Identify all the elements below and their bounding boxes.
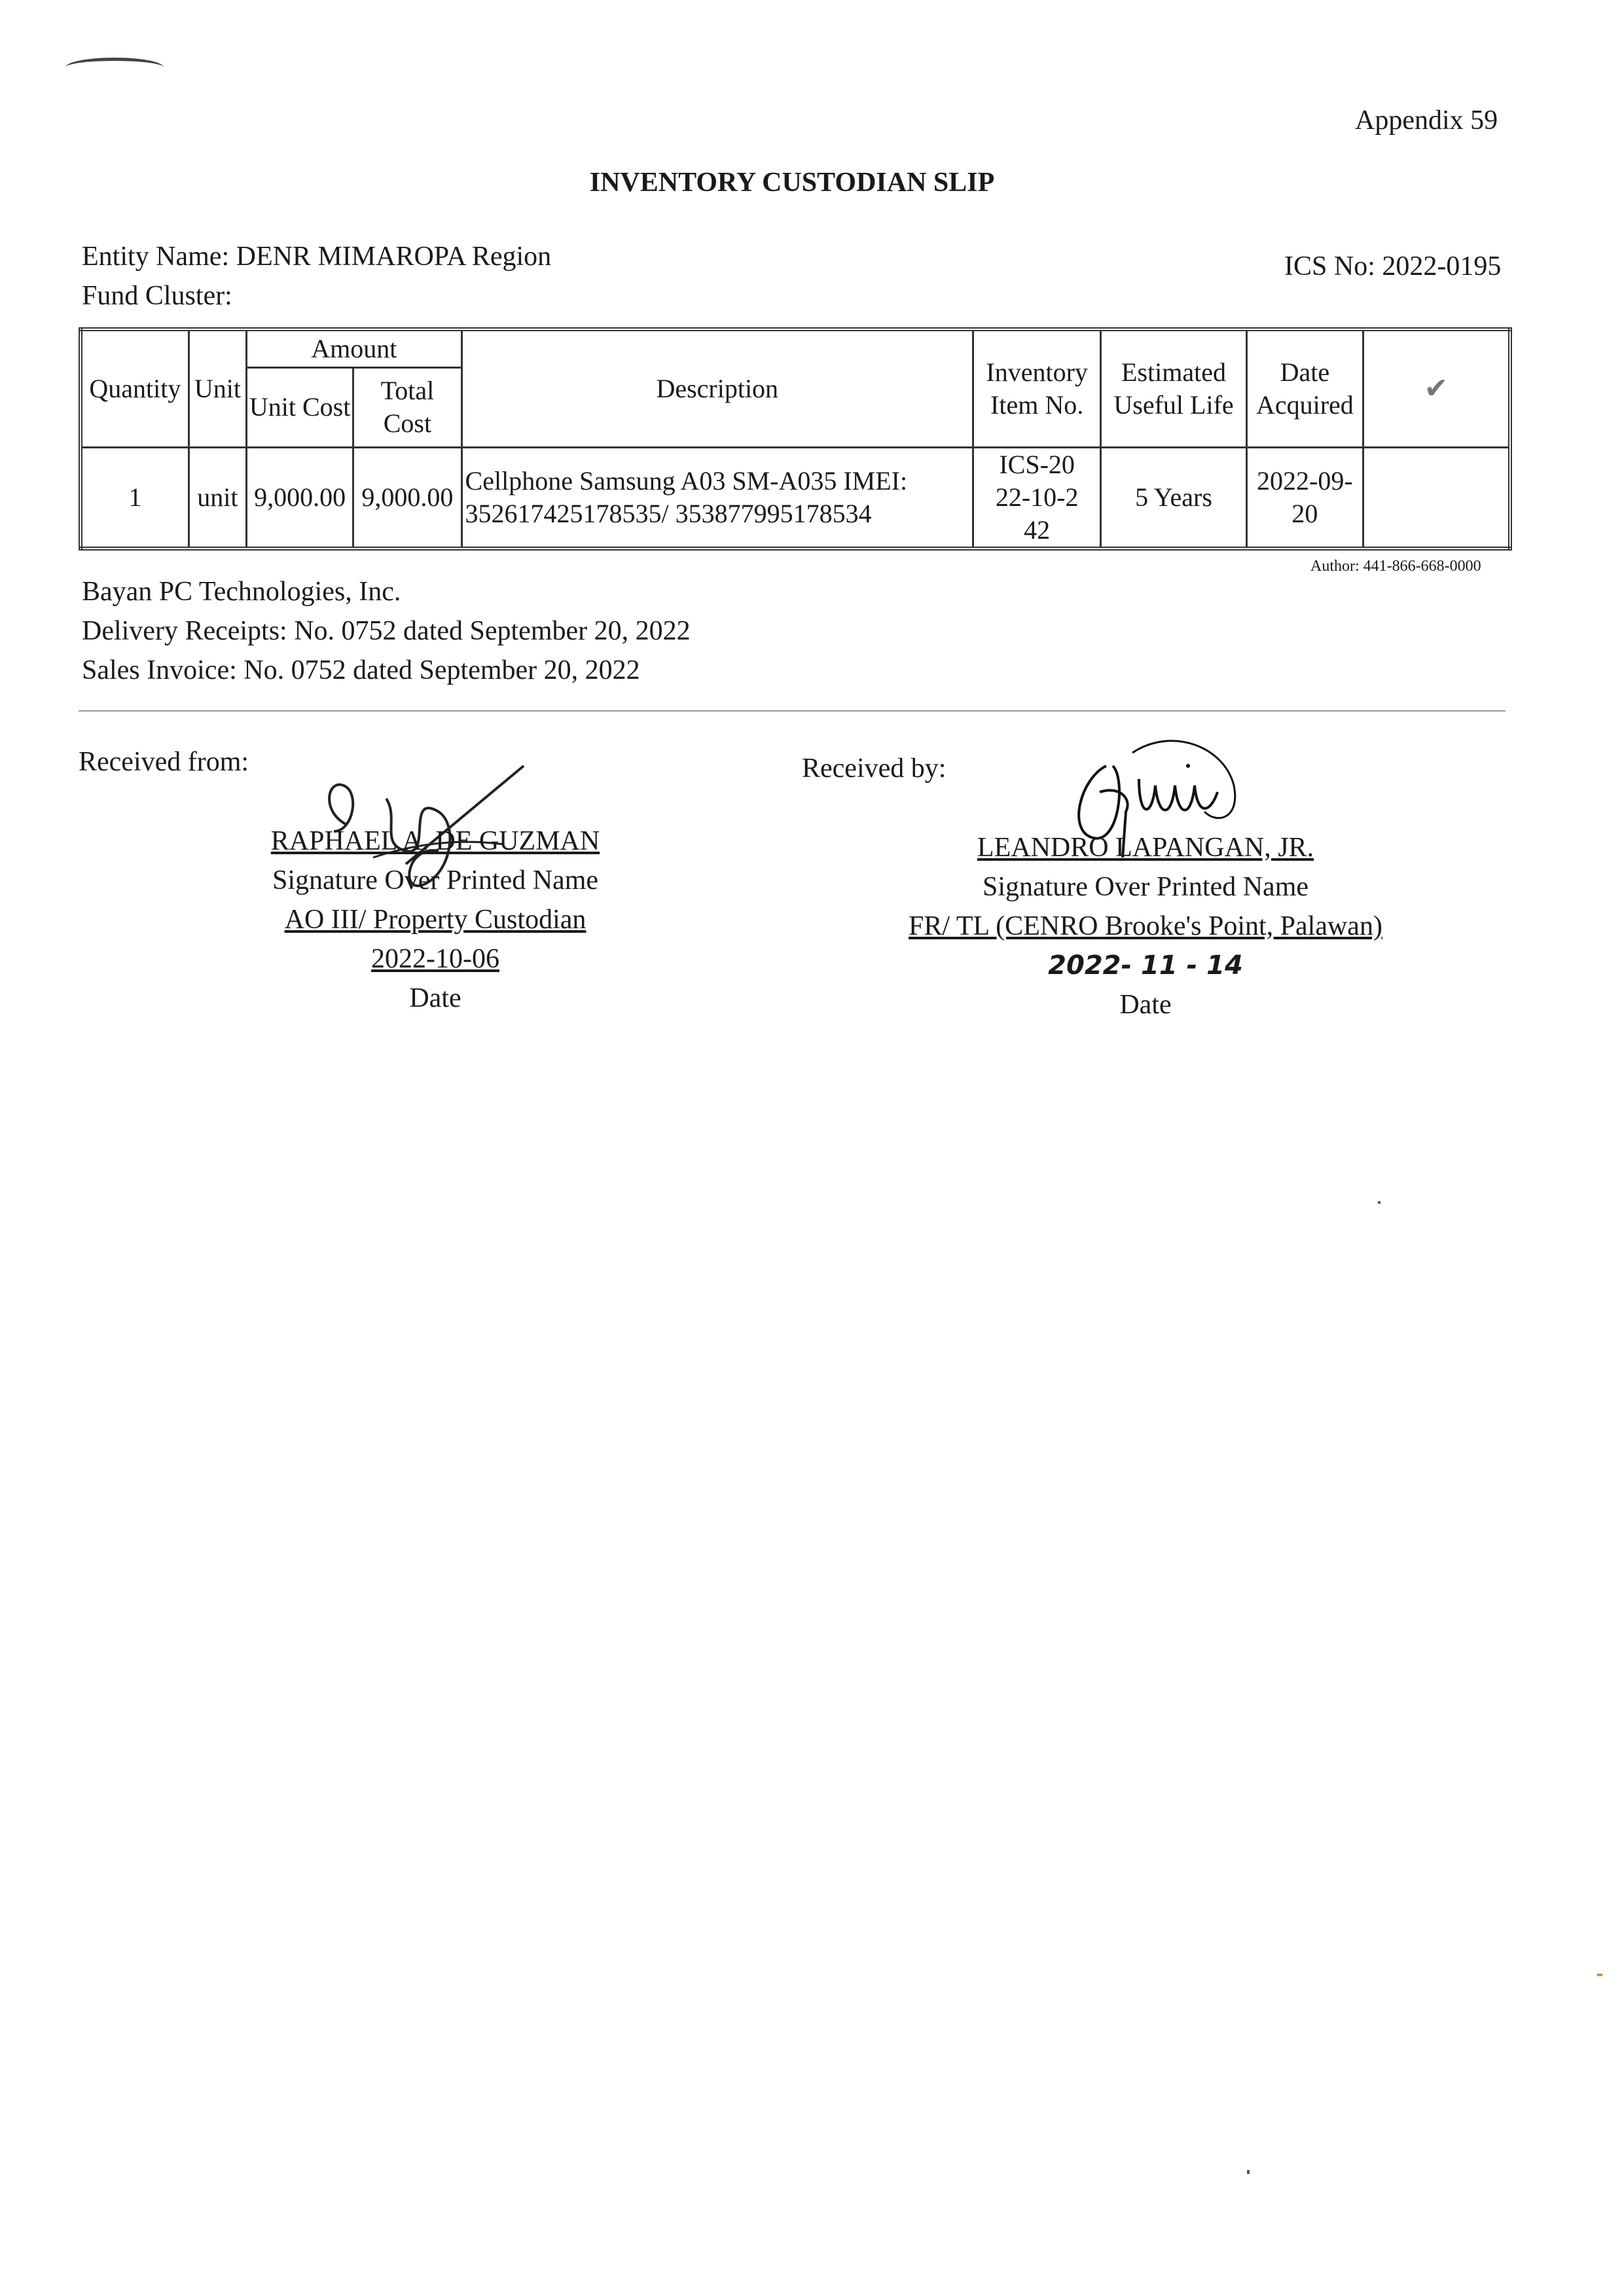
- cell-description: [461, 447, 973, 549]
- received-by-label: Received by:: [802, 753, 947, 784]
- cell-quantity: 1: [81, 447, 189, 549]
- scan-speck: [1378, 1201, 1380, 1204]
- received-by-date: 2022- 11 - 14: [1048, 950, 1243, 981]
- received-from-signature-caption: Signature Over Printed Name: [272, 865, 599, 895]
- inventory-table: [79, 327, 1512, 551]
- scan-speck: [1247, 2170, 1250, 2174]
- received-from-position: AO III/ Property Custodian: [284, 905, 586, 935]
- description-line-1: Cellphone Samsung A03 SM-A035 IMEI:: [465, 465, 908, 496]
- cell-unit-cost: 9,000.00: [246, 447, 353, 549]
- cell-unit: unit: [189, 447, 246, 549]
- received-from-name: RAPHAEL A. DE GUZMAN: [270, 826, 600, 856]
- header-check: [1363, 329, 1510, 447]
- received-by-signature-caption: Signature Over Printed Name: [982, 872, 1309, 902]
- document-title: INVENTORY CUSTODIAN SLIP: [589, 168, 995, 198]
- received-by-name: LEANDRO LAPANGAN, JR.: [977, 833, 1314, 863]
- received-from-date-caption: Date: [409, 983, 461, 1013]
- fund-cluster: Fund Cluster:: [82, 281, 232, 311]
- received-by-block: [890, 828, 1401, 1024]
- received-by-position: FR/ TL (CENRO Brooke's Point, Palawan): [909, 911, 1382, 941]
- header-inventory-item-no: Inventory Item No.: [973, 329, 1100, 447]
- ics-number: ICS No: 2022-0195: [1284, 251, 1502, 281]
- delivery-receipts: Delivery Receipts: No. 0752 dated September 20, 2022: [82, 616, 691, 646]
- received-from-date: 2022-10-06: [371, 944, 499, 974]
- cell-inventory-item-no: ICS-2022-10-242: [973, 447, 1100, 549]
- cell-estimated-useful-life: 5 Years: [1101, 447, 1246, 549]
- cell-date-acquired: 2022-09-20: [1246, 447, 1363, 549]
- staple-mark: [65, 58, 164, 67]
- received-from-block: [216, 822, 655, 1018]
- sales-invoice: Sales Invoice: No. 0752 dated September 20, 2022: [82, 655, 640, 685]
- received-by-date-caption: Date: [1119, 990, 1172, 1020]
- supplier-name: Bayan PC Technologies, Inc.: [82, 577, 401, 607]
- table-row: [81, 447, 1510, 549]
- header-quantity: Quantity: [81, 329, 189, 447]
- appendix-label: Appendix 59: [1355, 105, 1498, 136]
- header-total-cost: Total Cost: [353, 367, 461, 447]
- received-from-label: Received from:: [79, 747, 249, 777]
- header-unit: Unit: [189, 329, 246, 447]
- entity-name: Entity Name: DENR MIMAROPA Region: [82, 242, 552, 272]
- scan-speck: [1597, 1974, 1602, 1976]
- header-date-acquired: Date Acquired: [1246, 329, 1363, 447]
- cell-total-cost: 9,000.00: [353, 447, 461, 549]
- header-estimated-useful-life: Estimated Useful Life: [1101, 329, 1246, 447]
- check-icon: ✔: [1424, 372, 1449, 405]
- divider: [79, 710, 1506, 712]
- header-description: Description: [461, 329, 973, 447]
- description-line-2: 352617425178535/ 353877995178534: [465, 498, 872, 528]
- cell-check: [1363, 447, 1510, 549]
- header-unit-cost: Unit Cost: [246, 367, 353, 447]
- author-note: Author: 441-866-668-0000: [1310, 558, 1481, 575]
- header-amount: Amount: [246, 329, 461, 367]
